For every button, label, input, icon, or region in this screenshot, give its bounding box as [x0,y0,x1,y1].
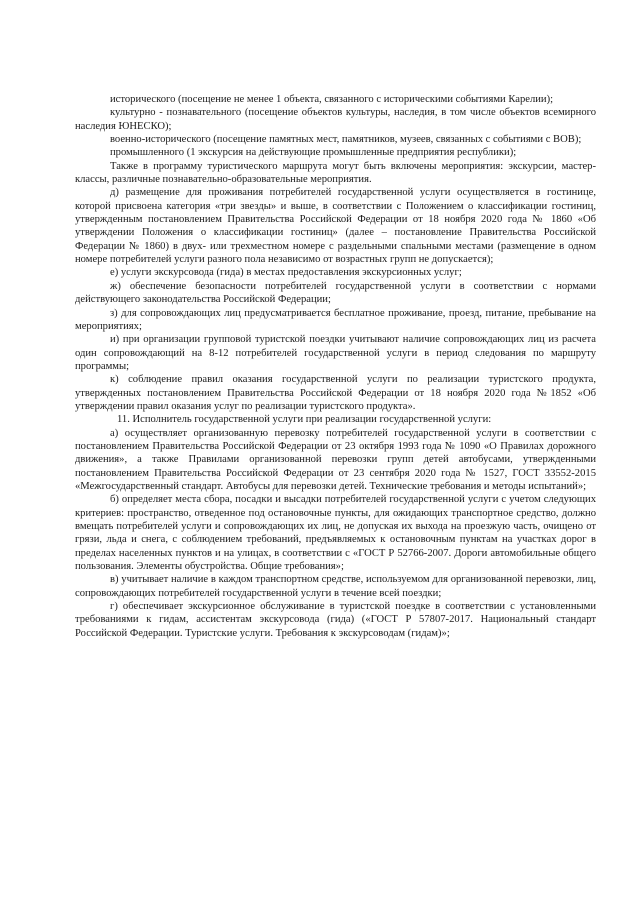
paragraph-a-transport: а) осуществляет организованную перевозку потребителей государственной услуги в соответствии с постановлением Правительства Российской Федерации от 23 октября 1993 года № 1090 «О Правилах дорожного движения», а также Правилами организованной перевозки групп детей автобусами, утвержденными постановлением Правительства Российской Федерации от 23 сентября 2020 года № 1527, ГОСТ 33552-2015 «Межгосударственный стандарт. Автобусы для перевозки детей. Технические требования и методы испытаний»; [75,427,596,492]
paragraph-b-stops: б) определяет места сбора, посадки и высадки потребителей государственной услуги с учетом следующих критериев: пространство, отведенное под остановочные пункты, для ожидающих транспортное средство, должно вмещать потребителей услуги и сопровождающих их лиц, не допуская их выхода на проезжую часть, очищено от грязи, льда и снега, с соблюдением требований, предъявляемых к остановочным пунктам на участках дорог в пределах населенных пунктов и на улицах, в соответствии с «ГОСТ Р 52766-2007. Дороги автомобильные общего пользования. Элементы обустройства. Общие требования»; [75,494,596,573]
paragraph-d-accommodation: д) размещение для проживания потребителей государственной услуги осуществляется в гостинице, которой присвоена категория «три звезды» и выше, в соответствии с Положением о классификации гостиниц, утвержденным постановлением Правительства Российской Федерации от 18 ноября 2020 года № 1860 «Об утверждении Положения о классификации гостиниц» (далее – постановление Правительства Российской Федерации № 1860) в двух- или трехместном номере с раздельными спальными местами (размещение в одном номере потребителей услуги разного пола независимо от возрастных групп не допускается); [75,187,596,266]
paragraph-k-rules: к) соблюдение правил оказания государственной услуги по реализации туристского продукта, утвержденных постановлением Правительства Российской Федерации от 18 ноября 2020 года №1852 «Об утверждении правил оказания услуг по реализации туристского продукта». [75,374,596,412]
paragraph-i-group: и) при организации групповой туристской поездки учитывают наличие сопровождающих лиц из расчета один сопровождающий на 8-12 потребителей государственной услуги в период следования по маршруту программы; [75,334,596,372]
paragraph-g-excursion: г) обеспечивает экскурсионное обслуживание в туристской поездке в соответствии с установленными требованиями к гидам, ассистентам экскурсовода (гида) («ГОСТ Р 57807-2017. Национальный стандарт Российской Федерации. Туристские услуги. Требования к экскурсоводам (гидам)»; [75,601,596,639]
paragraph-historical: исторического (посещение не менее 1 объекта, связанного с историческими событиями Карелии); [110,94,554,105]
paragraph-e-guide: е) услуги экскурсовода (гида) в местах предоставления экскурсионных услуг; [110,267,462,279]
paragraph-v-companions: в) учитывает наличие в каждом транспортном средстве, используемом для организованной перевозки, лиц, сопровождающих потребителей государственной услуги в течение всей поездки; [75,574,596,599]
paragraph-cultural: культурно - познавательного (посещение объектов культуры, наследия, в том числе объектов всемирного наследия ЮНЕСКО); [75,107,596,132]
section-11-heading: 11. Исполнитель государственной услуги при реализации государственной услуги: [117,414,492,426]
paragraph-program-events: Также в программу туристического маршрута могут быть включены мероприятия: экскурсии, мастер-классы, различные познавательно-образовательные мероприятия. [75,160,596,186]
document-page [75,93,596,640]
paragraph-zh-safety: ж) обеспечение безопасности потребителей государственной услуги в соответствии с нормами действующего законодательства Российской Федерации; [75,280,596,306]
paragraph-military-historical: военно-исторического (посещение памятных мест, памятников, музеев, связанных с событиями с ВОВ); [110,134,582,146]
paragraph-industrial: промышленного (1 экскурсия на действующие промышленные предприятия республики); [110,147,517,159]
paragraph-z-companions: з) для сопровождающих лиц предусматривается бесплатное проживание, проезд, питание, пребывание на мероприятиях; [75,307,596,332]
